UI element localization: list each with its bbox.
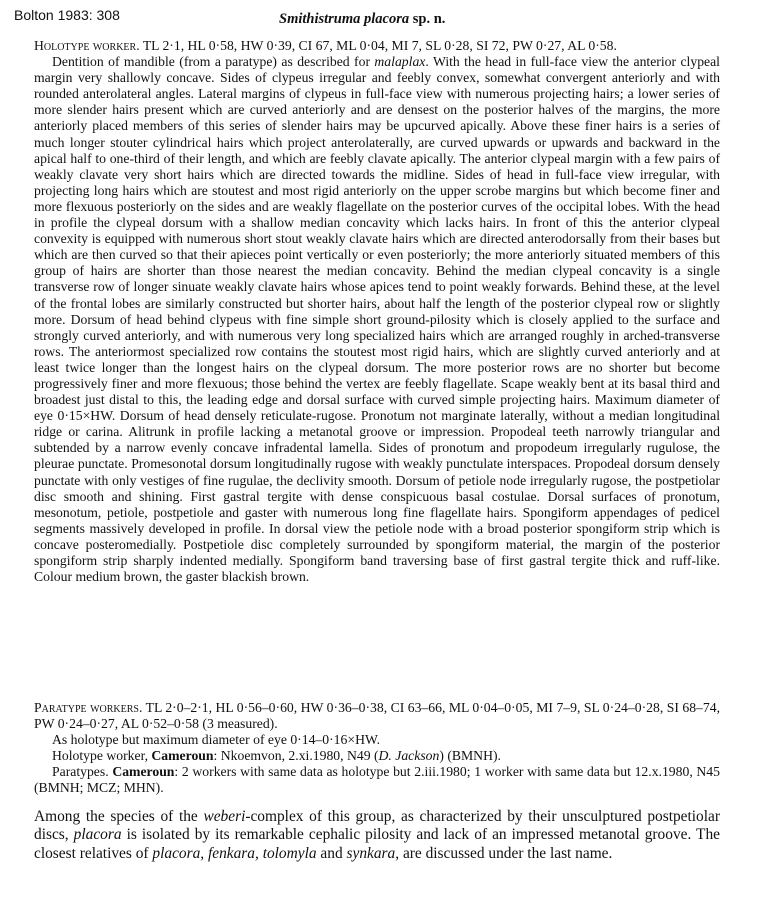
closing-text-2: -complex of this group, as characterized by their unsculptured postpetiolar discs,	[34, 808, 720, 844]
holotype-locality: : Nkoemvon, 2.xi.1980, N49 (	[213, 748, 379, 764]
malaplax-ref: malaplax	[374, 54, 426, 70]
holotype-text-2: . With the head in full-face view the anterior clypeal margin very shallowly concave. Sides of clypeus irregular and feebly convex, somewhat convergent anteriorly and with rounded anterolateral angles. Lateral margins of clypeus in full-face view with numerous projecting hairs; a lower series of more slender hairs present which are curved anteriorly and are densest on the posterior halves of the margins, the more anteriorly placed members of this series of slender hairs may be upcurved apically. Above these finer hairs is a series of much longer stouter cylindrical hairs which project anterolaterally, are curved upwards or upwards and backward in the apical half to one-third of their length, and which are feebly clavate apically. The anterior clypeal margin with a few pairs of weakly clavate very short hairs which are directed towards the midline. Sides of head in full-face view irregular, with projecting long hairs which are stoutest and most rigid anteriorly on the upper scrobe margins but which become finer and more flexuous posteriorly on the sides and are weakly flagellate on the posterior curves of the occipital lobes. With the head in profile the clypeal dorsum with a shallow median concavity which lacks hairs. In front of this the anterior clypeal convexity is equipped with numerous short stout weakly clavate hairs which are directed anterodorsally from their bases but which are then curved so that their apieces point vertically or even posteriorly; the more anteriorly situated members of this group of hairs are shorter than those nearest the median concavity. Behind the median clypeal concavity is a single transverse row of longer sinuate weakly clavate hairs whose apices tend to point weakly forwards. Behind these, at the level of the frontal lobes are similarly constructed but shorter hairs, about half the length of the posterior clypeal row or slightly more. Dorsum of head behind clypeus with fine simple short ground-pilosity which is closely applied to the surface and strongly curved anteriorly, and with numerous very long specialized hairs which are arranged roughly in arched-transverse rows. The anteriormost specialized row contains the stoutest most rigid hairs, which are slightly curved anteriorly and at least twice longer than the longest hairs on the clypeal dorsum. The more posterior rows are no shorter but become progressively finer and more flexuous; those behind the vertex are feebly flagellate. Scape weakly bent at its basal third and broadest just distal to this, the leading edge and dorsal surface with curved simple projecting hairs. Maximum diameter of eye 0·15×HW. Dorsum of head densely reticulate-rugose. Pronotum not marginate laterally, without a median longitudinal ridge or carina. Alitrunk in profile lacking a metanotal groove or impression. Propodeal teeth narrowly triangular and subtended by a narrow evenly concave infradental lamella. Sides of pronotum and propodeum irregularly rugulose, the pleurae punctate. Promesonotal dorsum longitudinally rugose with weakly punctulate interspaces. Propodeal dorsum densely punctate with only vestiges of fine rugulae, the declivity smooth. Dorsum of petiole node irregularly rugose, the postpetiolar disc smooth and shining. First gastral tergite with dense conspicuous basal costulae. Dorsal surfaces of pronotum, mesonotum, petiole, postpetiole and gaster with numerous long fine flagellate hairs. Spongiform appendages of pedicel segments massively developed in profile. In dorsal view the petiole node with a broad posterior spongiform strip which is concave posteromedially. Postpetiole disc completely surrounded by spongiform material, the margin of the posterior spongiform strip sharply indented medially. Spongiform band traversing base of first gastral tergite thick and ruff-like. Colour medium brown, the gaster blackish brown.	[34, 54, 720, 585]
holotype-paragraph	[34, 38, 720, 54]
paratype-record-label: Paratypes.	[52, 764, 109, 780]
holotype-description	[34, 38, 720, 585]
holotype-record	[34, 748, 720, 764]
closing-text-1: Among the species of the	[34, 808, 198, 825]
species-ref-2: placora, fenkara, tolomyla	[152, 844, 317, 862]
paratype-measurements: TL 2·0–2·1, HL 0·56–0·60, HW 0·36–0·38, CI 63–66, ML 0·04–0·05, MI 7–9, SL 0·24–0·28, SI 68–74, PW 0·24–0·27, AL 0·52–0·58 (3 measured).	[34, 700, 720, 732]
species-ref-3: synkara	[346, 844, 396, 862]
paratype-paragraph	[34, 700, 720, 732]
holotype-body	[34, 54, 720, 585]
holotype-measurements: TL 2·1, HL 0·58, HW 0·39, CI 67, ML 0·04, MI 7, SL 0·28, SI 72, PW 0·27, AL 0·58.	[142, 38, 617, 53]
species-status: sp. n.	[412, 11, 446, 27]
complex-name: weberi	[203, 808, 246, 825]
paratype-country: Cameroun	[112, 764, 175, 780]
holotype-depository: ) (BMNH).	[439, 748, 501, 764]
species-ref-1: placora	[73, 826, 122, 844]
paratype-heading: Paratype workers.	[34, 700, 143, 715]
paratype-locality: : 2 workers with same data as holotype but 2.iii.1980; 1 worker with same data but 12.x.1980, N45 (BMNH; MCZ; MHN).	[34, 764, 720, 796]
holotype-country: Cameroun	[151, 748, 214, 764]
closing-text-4: and	[320, 844, 343, 862]
species-name: Smithistruma placora	[279, 11, 410, 27]
holotype-record-label: Holotype worker,	[52, 748, 148, 764]
paratype-eye: As holotype but maximum diameter of eye 0·14–0·16×HW.	[52, 732, 381, 748]
paratype-description	[34, 700, 720, 797]
closing-text-3: is isolated by its remarkable cephalic pilosity and lack of an impressed metanotal groove. The closest relatives of	[34, 826, 720, 862]
holotype-heading: Holotype worker.	[34, 38, 140, 53]
paratype-record	[34, 764, 720, 796]
species-title	[279, 11, 445, 28]
closing-remarks	[34, 808, 720, 863]
source-citation: Bolton 1983: 308	[14, 7, 120, 23]
closing-text-5: , are discussed under the last name.	[395, 844, 613, 862]
holotype-collector: D. Jackson	[378, 748, 440, 764]
holotype-text-1: Dentition of mandible (from a paratype) as described for	[52, 54, 371, 70]
